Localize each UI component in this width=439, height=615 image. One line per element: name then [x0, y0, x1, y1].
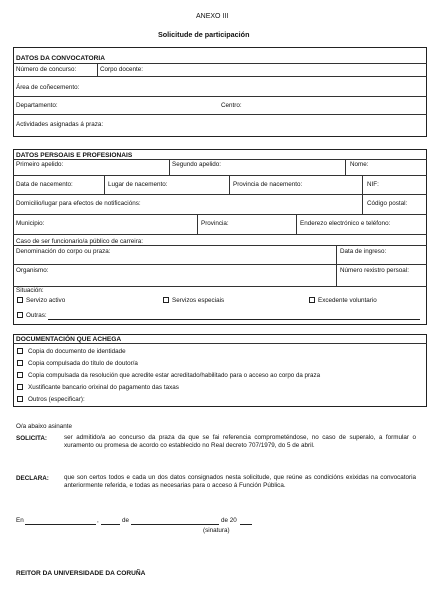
- day-input-line[interactable]: [101, 524, 120, 525]
- data-nacemento-field[interactable]: Data de nacemento:: [16, 181, 73, 188]
- divider: [362, 194, 363, 214]
- doc-checkbox[interactable]: [17, 372, 23, 378]
- divider: [13, 76, 427, 77]
- provincia-field[interactable]: Provincia:: [201, 220, 229, 227]
- divider: [13, 194, 427, 195]
- divider: [13, 343, 427, 344]
- centro-field[interactable]: Centro:: [221, 102, 242, 109]
- recipient-label: REITOR DA UNIVERSIDADE DA CORUÑA: [16, 570, 146, 577]
- data-ingreso-field[interactable]: Data de ingreso:: [340, 248, 387, 255]
- divider: [362, 175, 363, 194]
- divider: [13, 63, 427, 64]
- numero-concurso-field[interactable]: Número de concurso:: [16, 66, 77, 73]
- lugar-nacemento-field[interactable]: Lugar de nacemento:: [108, 181, 168, 188]
- divider: [345, 159, 346, 175]
- declara-text: que son certos todos e cada un dos datos consignados nesta solicitude, que reúne as condicións exixidas na convocatoria anteriormente referida, e todas as necesarias para o acceso á Función Pública.: [64, 474, 416, 489]
- excedente-label: Excedente voluntario: [318, 297, 377, 304]
- comma-text: ,: [97, 517, 99, 524]
- intro-text: O/a abaixo asinante: [16, 423, 73, 430]
- doc-checkbox[interactable]: [17, 396, 23, 402]
- divider: [13, 245, 427, 246]
- departamento-field[interactable]: Departamento:: [16, 102, 58, 109]
- nif-field[interactable]: NIF:: [367, 181, 379, 188]
- doc-checkbox[interactable]: [17, 348, 23, 354]
- codigo-postal-field[interactable]: Código postal:: [367, 200, 408, 207]
- divider: [336, 245, 337, 286]
- sinatura-label: (sinatura): [203, 527, 230, 534]
- form-title: Solicitude de participación: [158, 30, 250, 39]
- enderezo-field[interactable]: Enderezo electrónico e teléfono:: [300, 220, 391, 227]
- nome-field[interactable]: Nome:: [350, 161, 369, 168]
- divider: [197, 214, 198, 234]
- doc-checkbox[interactable]: [17, 360, 23, 366]
- servizos-especiais-checkbox[interactable]: [163, 297, 169, 303]
- doc-checkbox[interactable]: [17, 384, 23, 390]
- outras-label: Outras:: [26, 312, 47, 319]
- month-input-line[interactable]: [131, 524, 219, 525]
- divider: [13, 159, 427, 160]
- solicita-text: ser admitido/a ao concurso da praza da que se fai referencia comprometéndose, no caso de superalo, a formular o xuramento ou promesa de acordo co establecido no Real decreto 707/1979, do 5 de abril.: [64, 434, 416, 449]
- domicilio-field[interactable]: Domicilio/lugar para efectos de notificacións:: [16, 200, 141, 207]
- doc-item: Copia do documento de identidade: [28, 348, 126, 355]
- divider: [296, 214, 297, 234]
- organismo-field[interactable]: Organismo:: [16, 267, 49, 274]
- divider: [13, 264, 427, 265]
- municipio-field[interactable]: Municipio:: [16, 220, 45, 227]
- divider: [13, 114, 427, 115]
- divider: [13, 234, 427, 235]
- divider: [13, 96, 427, 97]
- outras-checkbox[interactable]: [17, 312, 23, 318]
- corpo-docente-field[interactable]: Corpo docente:: [100, 66, 144, 73]
- annex-label: ANEXO III: [196, 13, 229, 20]
- provincia-nacemento-field[interactable]: Provincia de nacemento:: [233, 181, 303, 188]
- divider: [13, 175, 427, 176]
- servizo-activo-label: Servizo activo: [26, 297, 66, 304]
- area-field[interactable]: Área de coñecemento:: [16, 84, 80, 91]
- solicita-label: SOLICITA:: [16, 435, 48, 442]
- year-input-line[interactable]: [240, 524, 252, 525]
- doc-item: Copia compulsada do título de doutor/a: [28, 360, 138, 367]
- numero-rexistro-field[interactable]: Número rexistro persoal:: [340, 267, 409, 274]
- servizo-activo-checkbox[interactable]: [17, 297, 23, 303]
- de-text: de: [122, 517, 130, 524]
- place-input-line[interactable]: [25, 524, 96, 525]
- outras-input-line[interactable]: [48, 319, 420, 320]
- convocatoria-title: DATOS DA CONVOCATORIA: [16, 55, 106, 62]
- segundo-apelido-field[interactable]: Segundo apelido:: [172, 161, 222, 168]
- doc-item: Xustificante bancario orixinal do pagamento das taxas: [28, 384, 179, 391]
- divider: [169, 159, 170, 175]
- divider: [13, 214, 427, 215]
- place-prefix: En: [16, 517, 24, 524]
- divider: [13, 286, 427, 287]
- primeiro-apelido-field[interactable]: Primeiro apelido:: [16, 161, 64, 168]
- divider: [97, 63, 98, 76]
- excedente-checkbox[interactable]: [309, 297, 315, 303]
- doc-item: Outros (especificar):: [28, 396, 85, 403]
- actividades-field[interactable]: Actividades asignadas á praza:: [16, 121, 104, 128]
- documentacion-title: DOCUMENTACIÓN QUE ACHEGA: [16, 336, 122, 343]
- de-year-text: de 20: [221, 517, 237, 524]
- divider: [229, 175, 230, 194]
- caso-funcionario-label: Caso de ser funcionario/a público de carreira:: [16, 238, 144, 245]
- situacion-label: Situación:: [16, 287, 44, 294]
- persoais-title: DATOS PERSOAIS E PROFESIONAIS: [16, 152, 133, 159]
- divider: [104, 175, 105, 194]
- denominacion-field[interactable]: Denominación do corpo ou praza:: [16, 248, 111, 255]
- doc-item: Copia compulsada da resolución que acredite estar acreditado/habilitado para o acceso ao corpo da praza: [28, 372, 321, 379]
- servizos-especiais-label: Servizos especiais: [172, 297, 225, 304]
- declara-label: DECLARA:: [16, 475, 49, 482]
